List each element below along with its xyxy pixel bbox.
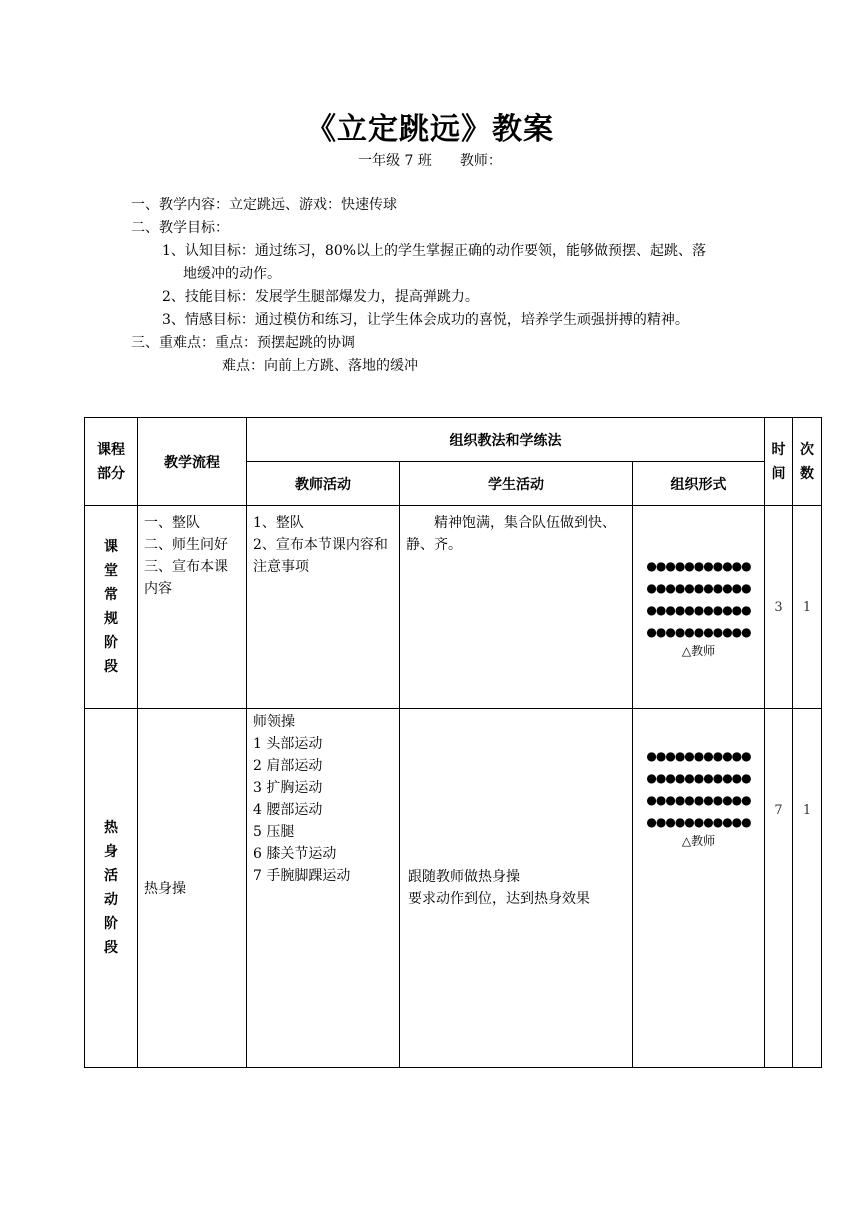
content-item-1: 一、教学内容：立定跳远、游戏：快速传球: [131, 197, 397, 213]
row-formation: [633, 506, 765, 709]
row-time: 3: [765, 506, 793, 709]
difficulty-line: 难点：向前上方跳、落地的缓冲: [222, 358, 418, 374]
goal-2: 2、技能目标：发展学生腿部爆发力，提高弹跳力。: [162, 289, 479, 305]
header-part: 课程 部分: [85, 418, 138, 506]
row-time: 7: [765, 709, 793, 1068]
teacher-position-mark: △教师: [681, 644, 716, 658]
row-formation: [633, 709, 765, 1068]
content-item-3: 三、重难点：重点：预摆起跳的协调: [131, 335, 355, 351]
document-subtitle: [0, 150, 860, 170]
row-teacher-activity: 师领操 1 头部运动 2 肩部运动 3 扩胸运动 4 腰部运动 5 压腿 6 膝关节运动 7 手腕脚踝运动: [247, 709, 400, 1068]
header-teacher: 教师活动: [247, 462, 400, 506]
goal-1-line-b: 地缓冲的动作。: [183, 266, 281, 282]
row-part: 热 身 活 动 阶 段: [85, 709, 138, 1068]
row-count: 1: [793, 709, 822, 1068]
header-count: 次 数: [793, 418, 822, 506]
table-header-row: [85, 418, 822, 462]
formation-dots: ●●●●●●●●●●● ●●●●●●●●●●● ●●●●●●●●●●● ●●●●●●●●●●●: [646, 559, 751, 639]
formation-dots: ●●●●●●●●●●● ●●●●●●●●●●● ●●●●●●●●●●● ●●●●●●●●●●●: [646, 749, 751, 829]
teacher-position-mark: △教师: [681, 834, 716, 848]
goal-1-line-a: 1、认知目标：通过练习，80%以上的学生掌握正确的动作要领，能够做预摆、起跳、落: [162, 243, 707, 259]
header-flow: 教学流程: [138, 418, 247, 506]
header-student: 学生活动: [400, 462, 633, 506]
document-title: 《立定跳远》教案: [306, 112, 554, 147]
row-count: 1: [793, 506, 822, 709]
header-time: 时 间: [765, 418, 793, 506]
goal-3: 3、情感目标：通过模仿和练习，让学生体会成功的喜悦，培养学生顽强拼搏的精神。: [162, 312, 689, 328]
row-student-activity: 精神饱满，集合队伍做到快、 静、齐。: [400, 506, 633, 709]
row-student-activity: 跟随教师做热身操 要求动作到位，达到热身效果: [400, 709, 633, 1068]
table-row: [85, 506, 822, 709]
row-part: 课 堂 常 规 阶 段: [85, 506, 138, 709]
header-form: 组织形式: [633, 462, 765, 506]
class-name: 一年级 7 班: [358, 153, 432, 169]
row-flow: 一、整队 二、师生问好 三、宣布本课 内容: [138, 506, 247, 709]
teacher-label: 教师：: [459, 153, 502, 169]
content-item-2: 二、教学目标：: [131, 220, 229, 236]
header-method: 组织教法和学练法: [247, 418, 765, 462]
lesson-plan-table: [84, 417, 822, 1068]
row-teacher-activity: 1、整队 2、宣布本节课内容和 注意事项: [247, 506, 400, 709]
table-row: [85, 709, 822, 1068]
row-flow: 热身操: [138, 709, 247, 1068]
